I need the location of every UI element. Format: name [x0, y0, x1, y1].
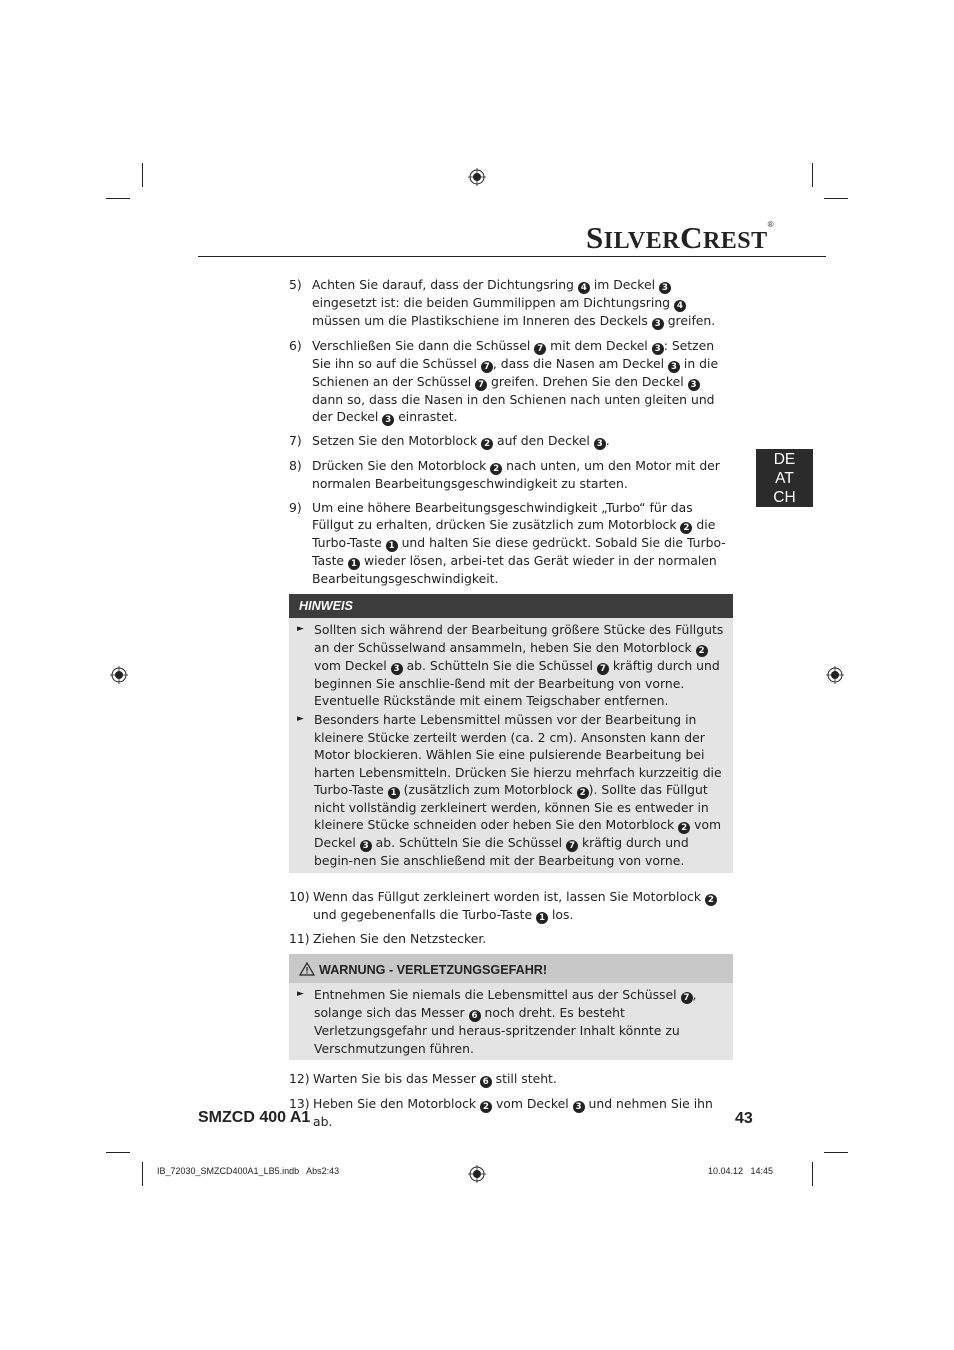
print-slug-file: IB_72030_SMZCD400A1_LB5.indb Abs2:43: [157, 1166, 340, 1176]
steps-list: [289, 1070, 733, 1130]
part-number-badge: 6: [480, 1076, 492, 1088]
step-text: Drücken Sie den Motorblock 2 nach unten, um den Motor mit der normalen Bearbeitungsgeschwindigkeit zu starten.: [312, 457, 720, 491]
step-text: Heben Sie den Motorblock 2 vom Deckel 3 und nehmen Sie ihn ab.: [313, 1095, 713, 1129]
warning-box: [289, 954, 733, 1060]
part-number-badge: 3: [668, 361, 680, 373]
step-text: Ziehen Sie den Netzstecker.: [313, 931, 487, 947]
language-tab: [756, 449, 813, 507]
part-number-badge: 2: [577, 787, 589, 799]
part-number-badge: 3: [360, 840, 372, 852]
step-item: [289, 499, 733, 588]
step-number: 6): [289, 337, 302, 353]
crop-mark: [812, 163, 813, 187]
part-number-badge: 4: [674, 300, 686, 312]
step-number: 11): [289, 931, 310, 947]
part-number-badge: 7: [597, 663, 609, 675]
part-number-badge: 2: [678, 822, 690, 834]
note-box: [289, 594, 733, 873]
part-number-badge: 6: [469, 1010, 481, 1022]
part-number-badge: 3: [652, 343, 664, 355]
crop-mark: [106, 198, 130, 199]
crop-mark: [142, 1162, 143, 1186]
language-code: DE: [773, 451, 796, 468]
triangle-right-icon: ►: [297, 714, 304, 725]
part-number-badge: 3: [382, 414, 394, 426]
part-number-badge: 7: [681, 992, 693, 1004]
step-item: [289, 888, 733, 924]
step-text: Wenn das Füllgut zerkleinert worden ist, lassen Sie Motorblock 2 und gegebenenfalls die Turbo-Taste 1 los.: [313, 888, 733, 924]
step-text: Um eine höhere Bearbeitungsgeschwindigkeit „Turbo“ für das Füllgut zu erhalten, drücken Sie zusätzlich zum Motorblock 2 die Turbo-Taste 1 und halten Sie diese gedrückt. Sobald Sie die Turbo-Taste 1 wieder lösen, arbei-tet das Gerät wieder in der normalen Bearbeitungsgeschwindigkeit.: [312, 499, 726, 587]
warning-triangle-icon: [299, 962, 315, 976]
step-item: [289, 930, 733, 947]
warning-title: WARNUNG - VERLETZUNGSGEFAHR!: [289, 954, 733, 983]
triangle-right-icon: ►: [297, 624, 304, 635]
part-number-badge: 2: [705, 894, 717, 906]
part-number-badge: 4: [578, 282, 590, 294]
note-title: HINWEIS: [289, 594, 733, 618]
registration-mark-icon: [110, 666, 128, 684]
part-number-badge: 2: [490, 463, 502, 475]
part-number-badge: 7: [534, 343, 546, 355]
registration-mark-icon: [468, 1165, 486, 1183]
registration-mark-icon: [468, 168, 486, 186]
page-number: 43: [735, 1110, 753, 1127]
part-number-badge: 3: [573, 1101, 585, 1113]
step-item: [289, 276, 733, 330]
part-number-badge: 1: [386, 540, 398, 552]
bullet-item: [297, 986, 725, 1057]
part-number-badge: 1: [536, 912, 548, 924]
header-rule: [198, 256, 826, 257]
step-number: 8): [289, 457, 302, 473]
crop-mark: [106, 1152, 130, 1153]
part-number-badge: 1: [348, 558, 360, 570]
step-text: Warten Sie bis das Messer 6 still steht.: [313, 1071, 557, 1087]
part-number-badge: 7: [481, 361, 493, 373]
part-number-badge: 7: [475, 379, 487, 391]
step-text: Setzen Sie den Motorblock 2 auf den Deckel 3 .: [312, 433, 610, 450]
steps-list: [289, 888, 733, 948]
instructions-body: [289, 276, 733, 1136]
warning-body: [289, 983, 733, 1060]
bullet-item: [297, 621, 725, 709]
part-number-badge: 3: [688, 379, 700, 391]
note-body: [289, 618, 733, 873]
part-number-badge: 7: [566, 840, 578, 852]
brand-logo: SILVERCREST®: [586, 220, 775, 255]
step-number: 12): [289, 1071, 310, 1086]
step-number: 7): [289, 433, 302, 449]
part-number-badge: 2: [480, 1101, 492, 1113]
language-code: AT: [775, 470, 794, 487]
part-number-badge: 1: [388, 787, 400, 799]
step-number: 9): [289, 499, 302, 515]
registration-mark-icon: [826, 666, 844, 684]
part-number-badge: 3: [391, 663, 403, 675]
step-item: [289, 1095, 733, 1130]
step-item: [289, 457, 733, 492]
step-text: Achten Sie darauf, dass der Dichtungsring 4 im Deckel 3 eingesetzt ist: die beiden Gummilippen am Dichtungsring 4 müssen um die Plastikschiene im Inneren des Deckels 3 greifen.: [312, 277, 716, 329]
bullet-text: Sollten sich während der Bearbeitung größere Stücke des Füllguts an der Schüsselwand ansammeln, heben Sie den Motorblock 2 vom Deckel 3 ab. Schütteln Sie die Schüssel 7 kräftig durch und beginnen Sie anschlie-ßend mit der Bearbeitung von vorne. Eventuelle Rückstände mit einem Teigschaber entfernen.: [314, 622, 724, 708]
part-number-badge: 3: [594, 438, 606, 450]
part-number-badge: 2: [680, 522, 692, 534]
crop-mark: [812, 1162, 813, 1186]
triangle-right-icon: ►: [297, 989, 304, 1000]
step-number: 10): [289, 888, 310, 904]
crop-mark: [142, 163, 143, 187]
crop-mark: [824, 1152, 848, 1153]
print-slug-date: 10.04.12 14:45: [708, 1166, 774, 1176]
part-number-badge: 2: [696, 645, 708, 657]
language-code: CH: [773, 489, 796, 506]
step-item: [289, 432, 733, 450]
crop-mark: [824, 198, 848, 199]
part-number-badge: 3: [659, 282, 671, 294]
step-item: [289, 337, 733, 426]
step-text: Verschließen Sie dann die Schüssel 7 mit dem Deckel 3 : Setzen Sie ihn so auf die Schüssel 7 , dass die Nasen am Deckel 3 in die Schienen an der Schüssel 7 greifen. Drehen Sie den Deckel 3 dann so, dass die Nasen in den Schienen nach unten gleiten und der Deckel 3 einrastet.: [312, 337, 719, 425]
bullet-text: Entnehmen Sie niemals die Lebensmittel aus der Schüssel 7 , solange sich das Messer 6 noch dreht. Es besteht Verletzungsgefahr und heraus-spritzender Inhalt könnte zu Verschmutzungen führen.: [314, 987, 697, 1056]
bullet-item: [297, 711, 725, 869]
part-number-badge: 2: [481, 438, 493, 450]
step-number: 5): [289, 277, 302, 292]
bullet-text: Besonders harte Lebensmittel müssen vor der Bearbeitung in kleinere Stücke zerteilt werden (ca. 2 cm). Ansonsten kann der Motor blockieren. Wählen Sie eine pulsierende Bearbeitung bei harten Lebensmitteln. Drücken Sie hierzu mehrfach kurzzeitig die Turbo-Taste 1 (zusätzlich zum Motorblock 2 ). Sollte das Füllgut nicht vollständig zerkleinert werden, können Sie es entweder in kleinere Stücke schneiden oder heben Sie den Motorblock 2 vom Deckel 3 ab. Schütteln Sie die Schüssel 7 kräftig durch und begin-nen Sie anschließend mit der Bearbeitung von vorne.: [314, 712, 722, 869]
step-item: [289, 1070, 733, 1088]
model-number: SMZCD 400 A1: [198, 1109, 311, 1126]
part-number-badge: 3: [652, 318, 664, 330]
steps-list: [289, 276, 733, 588]
step-number: 13): [289, 1095, 310, 1111]
